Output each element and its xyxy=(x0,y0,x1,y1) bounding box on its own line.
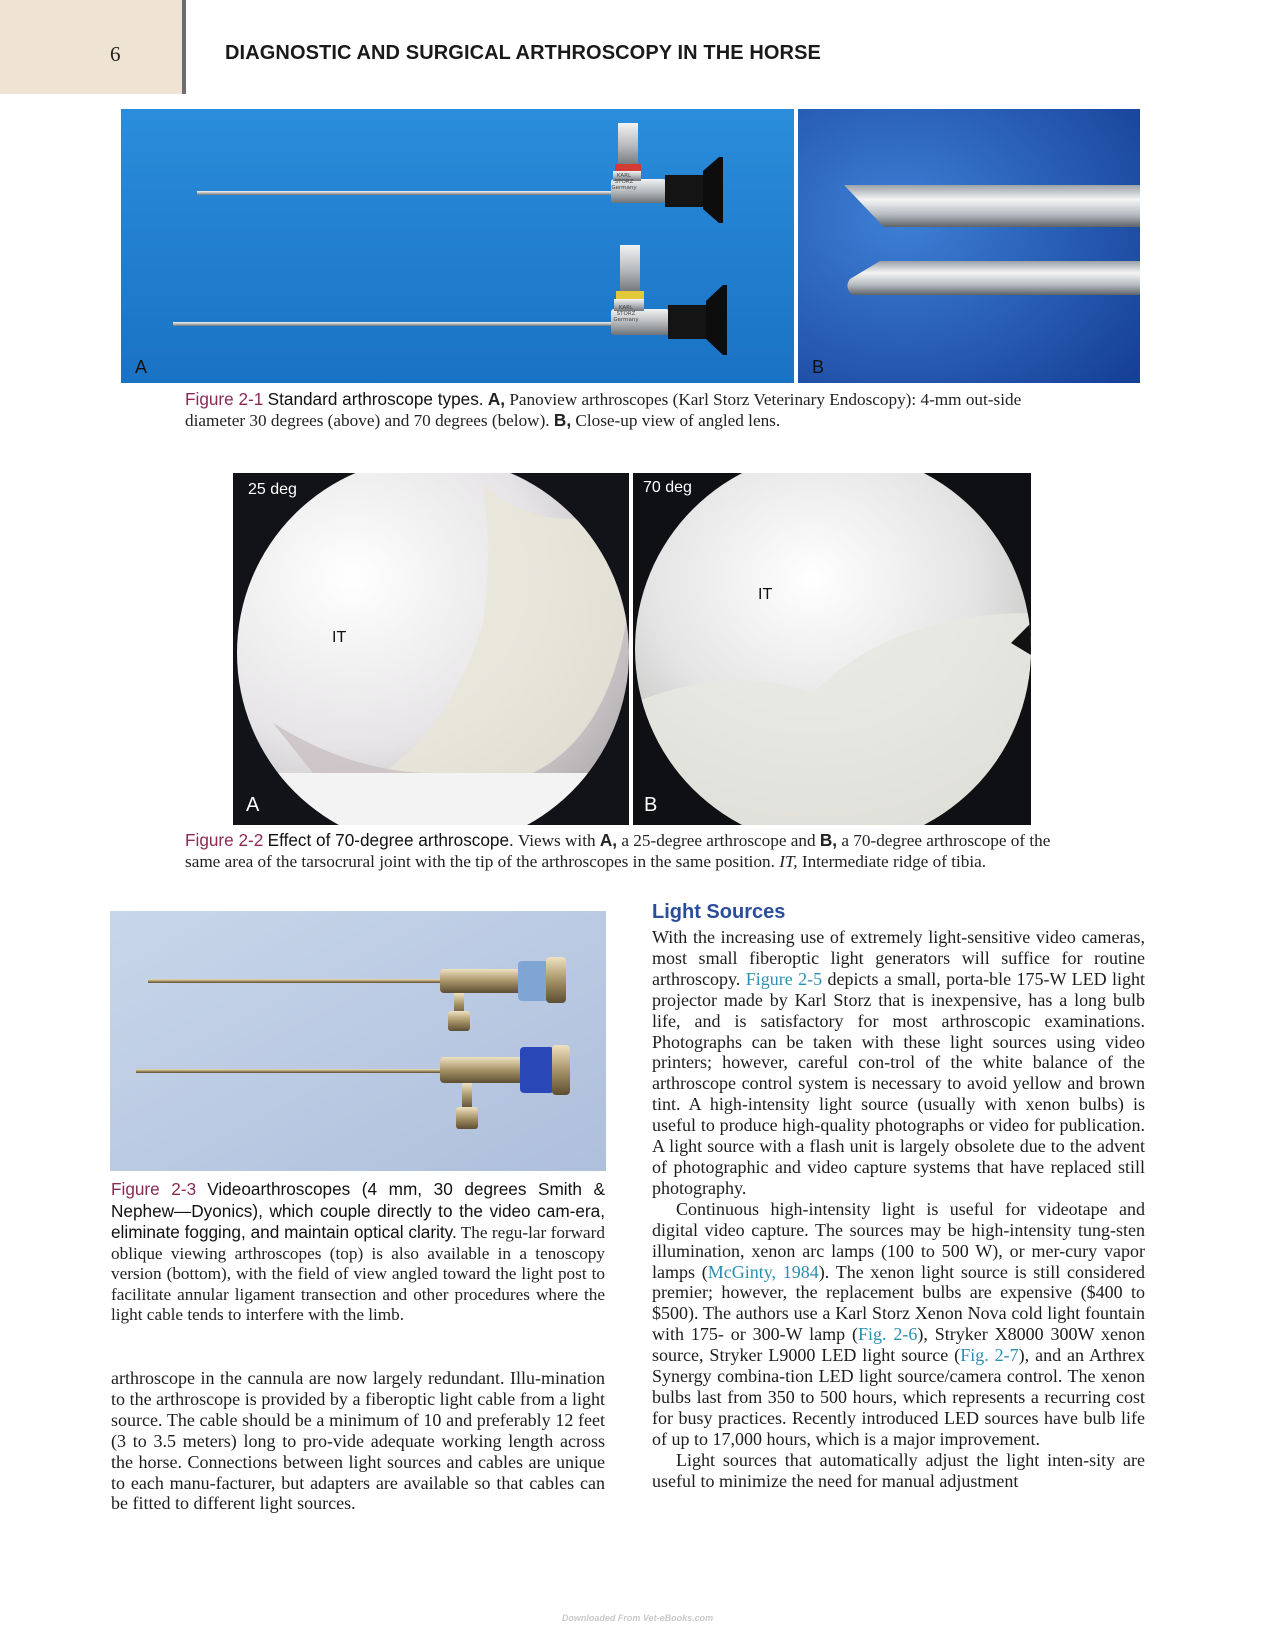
page-number: 6 xyxy=(110,42,121,66)
videoarthroscope-photo xyxy=(110,911,606,1171)
arthroscopic-view-70deg xyxy=(633,473,1031,825)
figure-reference-link[interactable]: Figure 2-5 xyxy=(745,968,823,989)
arthroscope-photo xyxy=(121,109,794,383)
figure-reference-link[interactable]: Fig. 2-7 xyxy=(960,1345,1019,1366)
figure-2-3-photo xyxy=(110,911,606,1171)
structure-label-it-a: IT xyxy=(332,629,347,646)
arthroscopic-view-25deg xyxy=(233,473,629,825)
paragraph-2: Continuous high-intensity light is useful for videotape and digital video capture. The sources may be high-intensity tung-sten illumination, xenon arc lamps (100 to 500 W), or mer-cury vapor lamps (McGinty, 1984). The xenon light source is still considered premier; however, the replacement bulbs are expensive ($400 to $500). The authors use a Karl Storz Xenon Nova cold light fountain with 175- or 300-W lamp (Fig. 2-6), Stryker X8000 300W xenon source, Stryker L9000 LED light source (Fig. 2-7), and an Arthrex Synergy combina-tion LED light source/camera control. The xenon bulbs last from 350 to 500 hours, which represents a recurring cost for busy practices. Recently introduced LED sources have bulb life of up to 17,000 hours, which is a major improvement. xyxy=(652,1198,1146,1449)
page-tab-rule xyxy=(182,0,186,94)
figure-reference-link[interactable]: Fig. 2-6 xyxy=(857,1324,918,1345)
figure-title: Standard arthroscope types. xyxy=(267,389,484,409)
page-tab xyxy=(0,0,186,94)
citation-link[interactable]: McGinty, 1984 xyxy=(707,1261,819,1282)
scope-brand-top: KARL STORZ Germany xyxy=(611,173,637,191)
figure-number: Figure 2-3 xyxy=(111,1179,197,1199)
figure-2-1-panel-b xyxy=(798,109,1140,383)
angle-label-25: 25 deg xyxy=(248,481,297,498)
section-heading: Light Sources xyxy=(652,901,786,923)
figure-2-1-caption: Figure 2-1 Standard arthroscope types. A, Panoview arthroscopes (Karl Storz Veterinary Endoscopy): 4-mm out-side diameter 30 degrees (above) and 70 degrees (below). B, Close-up view of angled lens. xyxy=(185,389,1022,430)
figure-number: Figure 2-1 xyxy=(185,389,264,409)
lens-closeup-photo xyxy=(798,109,1140,383)
figure-2-3-caption: Figure 2-3 Videoarthroscopes (4 mm, 30 degrees Smith & Nephew—Dyonics), which couple directly to the video cam-era, eliminate fogging, and maintain optical clarity. The regu-lar forward oblique viewing arthroscopes (top) is also available in a tenoscopy version (bottom), with the field of view angled toward the light post to facilitate annular ligament transection and other procedures where the light cable tends to interfere with the limb. xyxy=(111,1179,605,1324)
right-column-text xyxy=(652,927,1145,1491)
figure-2-2-caption: Figure 2-2 Effect of 70-degree arthroscope. Views with A, a 25-degree arthroscope and B, a 70-degree arthroscope of the same area of the tarsocrural joint with the tip of the arthroscopes in the same position. IT, Intermediate ridge of tibia. xyxy=(185,830,1051,871)
figure-2-1-panel-a xyxy=(121,109,794,383)
figure-2-2-panel-b xyxy=(633,473,1031,825)
figure-2-2-panel-a xyxy=(233,473,629,825)
panel-letter-b: B xyxy=(812,357,825,377)
panel-letter-a: A xyxy=(246,794,260,816)
angle-label-70: 70 deg xyxy=(643,479,692,496)
footer-watermark: Downloaded From Vet-eBooks.com xyxy=(561,1613,714,1623)
panel-letter-b: B xyxy=(644,794,658,816)
figure-title: Effect of 70-degree arthroscope. xyxy=(267,830,514,850)
paragraph-3: Light sources that automatically adjust the light inten-sity are useful to minimize the need for manual adjustment xyxy=(652,1449,1145,1491)
left-column-paragraph: arthroscope in the cannula are now largely redundant. Illu-mination to the arthroscope is provided by a fiberoptic light cable from a light source. The cable should be a minimum of 10 and preferably 12 feet (3 to 3.5 meters) long to pro-vide adequate working length across the horse. Connections between light sources and cables are unique to each manu-facturer, but adapters are available so that cables can be fitted to different light sources. xyxy=(111,1368,605,1514)
figure-number: Figure 2-2 xyxy=(185,830,264,850)
panel-letter-a: A xyxy=(135,357,148,377)
structure-label-it-b: IT xyxy=(758,586,773,603)
running-head: DIAGNOSTIC AND SURGICAL ARTHROSCOPY IN THE HORSE xyxy=(225,42,821,64)
figure-title: Videoarthroscopes (4 mm, 30 degrees Smith & Nephew—Dyonics), which couple directly to the video cam-era, eliminate fogging, and maintain optical clarity. xyxy=(111,1179,605,1242)
scope-brand-bottom: KARL STORZ Germany xyxy=(613,305,639,323)
paragraph-1: With the increasing use of extremely light-sensitive video cameras, most small fiberoptic light generators will suffice for routine arthroscopy. Figure 2-5 depicts a small, porta-ble 175-W LED light projector made by Karl Storz that is inexpensive, has a long bulb life, and is satisfactory for most arthroscopic examinations. Photographs can be taken with these light sources using video printers; however, careful con-trol of the white balance of the arthroscope control system is necessary to avoid yellow and brown tint. A high-intensity light source (usually with xenon bulbs) is useful to produce high-quality photographs or video for publication. A light source with a flash unit is largely obsolete due to the advent of photographic and video capture systems that have replaced still photography. xyxy=(652,927,1146,1198)
